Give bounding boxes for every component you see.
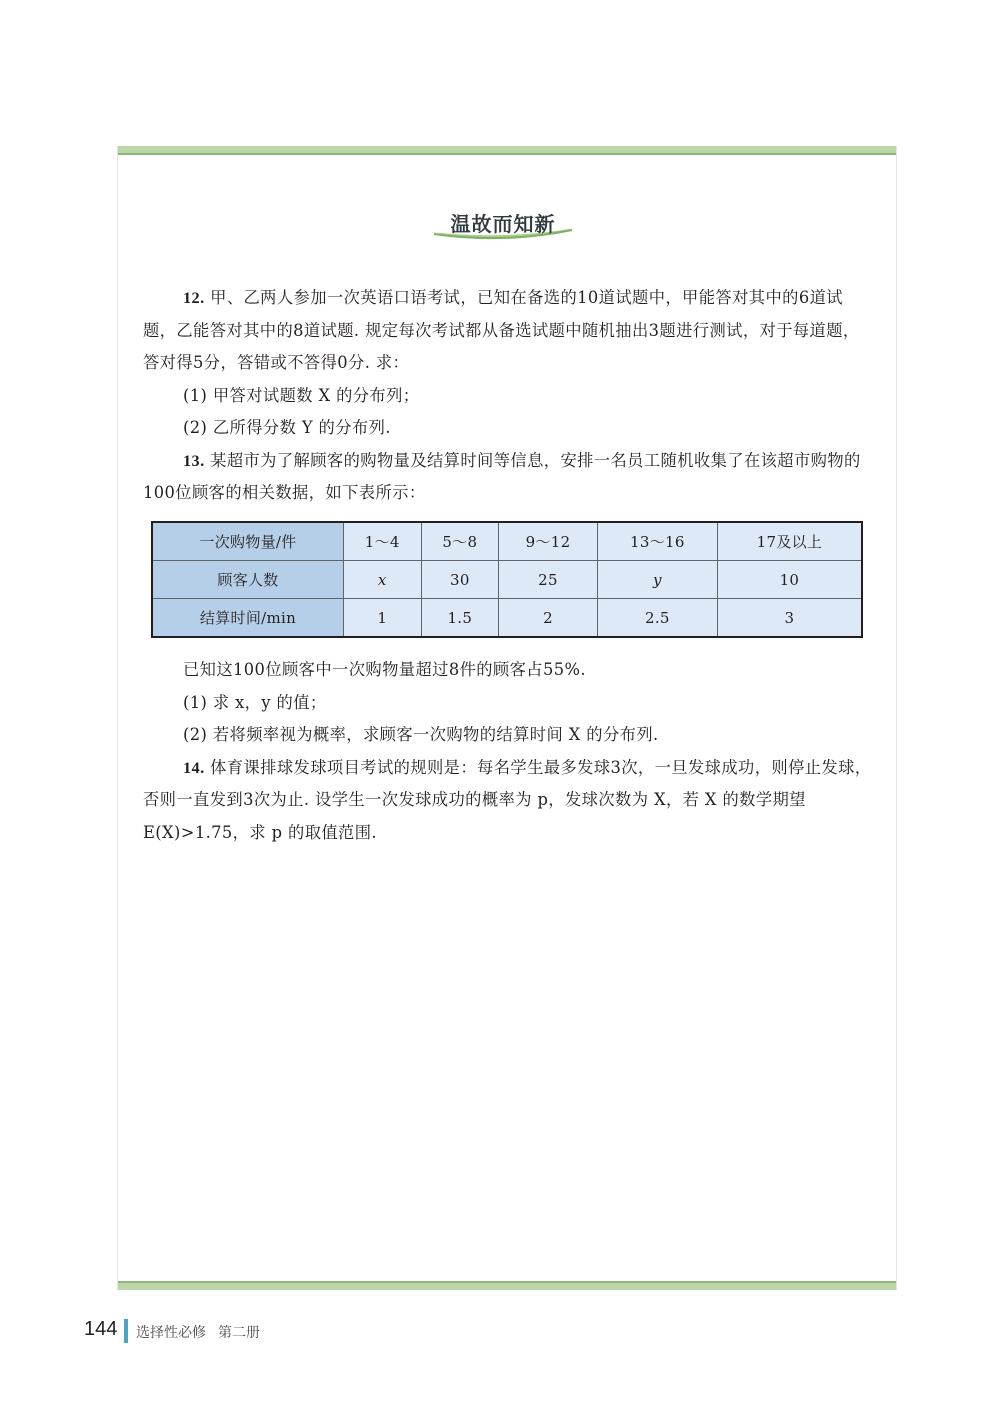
question-number: 12. bbox=[183, 288, 205, 307]
page-number: 144 bbox=[84, 1318, 118, 1340]
frame-top-bar bbox=[118, 146, 896, 155]
table-cell: x bbox=[344, 561, 422, 599]
question-13-part-1: (1) 求 x，y 的值； bbox=[183, 692, 327, 712]
question-14 bbox=[143, 752, 873, 850]
question-text: 甲、乙两人参加一次英语口语考试，已知在备选的10道试题中，甲能答对其中的6道试题，乙能答对其中的8道试题. 规定每次考试都从备选试题中随机抽出3题进行测试，对于每道题，答对得5分，答错或不答得0分. 求： bbox=[143, 288, 860, 372]
question-number: 13. bbox=[183, 450, 205, 470]
frame-bottom-bar bbox=[118, 1281, 896, 1290]
footer-accent-bar bbox=[124, 1319, 128, 1343]
book-volume: 第二册 bbox=[218, 1325, 260, 1341]
table-cell: 1.5 bbox=[421, 599, 499, 638]
table-cell: 2.5 bbox=[597, 599, 717, 638]
question-text: 某超市为了解顾客的购物量及结算时间等信息，安排一名员工随机收集了在该超市购物的100位顾客的相关数据，如下表所示： bbox=[143, 450, 861, 502]
question-12-part-2: (2) 乙所得分数 Y 的分布列. bbox=[183, 418, 391, 437]
table-cell: 9～12 bbox=[499, 522, 598, 561]
table-cell: 1～4 bbox=[344, 522, 422, 561]
table-cell: y bbox=[597, 561, 717, 599]
row-header: 结算时间/min bbox=[152, 599, 344, 638]
question-number: 14. bbox=[183, 757, 205, 777]
section-title: 温故而知新 bbox=[450, 212, 556, 236]
question-13 bbox=[143, 445, 873, 510]
question-13-part-2: (2) 若将频率视为概率，求顾客一次购物的结算时间 X 的分布列. bbox=[183, 725, 659, 744]
question-12-part-1: (1) 甲答对试题数 X 的分布列； bbox=[183, 385, 420, 405]
exercise-content-continued bbox=[143, 654, 873, 849]
shopping-data-table bbox=[151, 521, 863, 638]
table-cell: 2 bbox=[499, 599, 598, 638]
table-row bbox=[152, 561, 862, 599]
table-cell: 17及以上 bbox=[717, 522, 862, 561]
section-heading bbox=[424, 198, 582, 246]
table-cell: 25 bbox=[499, 561, 598, 599]
table-cell: 1 bbox=[344, 599, 422, 638]
question-12 bbox=[143, 282, 873, 380]
table-cell: 13～16 bbox=[597, 522, 717, 561]
book-name: 选择性必修 bbox=[136, 1325, 206, 1341]
table-cell: 3 bbox=[717, 599, 862, 638]
row-header: 一次购物量/件 bbox=[152, 522, 344, 561]
table-cell: 30 bbox=[421, 561, 499, 599]
question-text: 体育课排球发球项目考试的规则是：每名学生最多发球3次，一旦发球成功，则停止发球，否则一直发到3次为止. 设学生一次发球成功的概率为 p，发球次数为 X，若 X 的数学期望 E(X)>1.75，求 p 的取值范围. bbox=[143, 757, 872, 842]
question-13-note: 已知这100位顾客中一次购物量超过8件的顾客占55%. bbox=[183, 660, 586, 679]
table-row bbox=[152, 599, 862, 638]
table-row bbox=[152, 522, 862, 561]
exercise-content bbox=[143, 282, 873, 510]
row-header: 顾客人数 bbox=[152, 561, 344, 599]
table-cell: 5～8 bbox=[421, 522, 499, 561]
book-title bbox=[136, 1322, 260, 1342]
table-cell: 10 bbox=[717, 561, 862, 599]
